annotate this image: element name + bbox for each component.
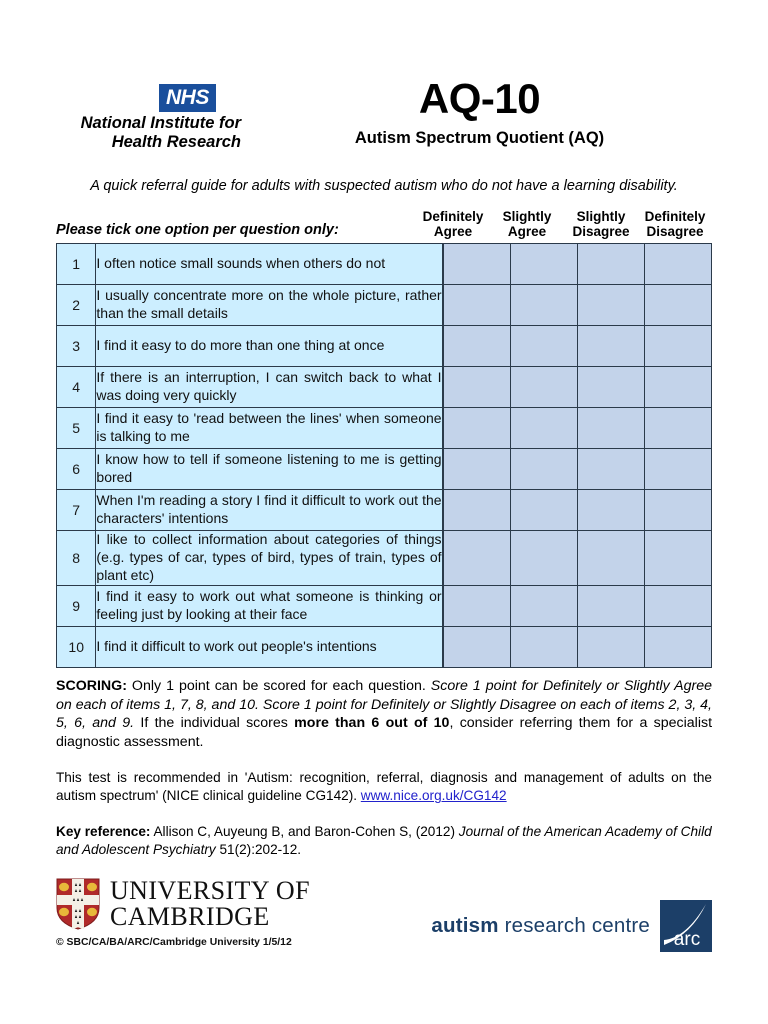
question-number: 1	[57, 244, 96, 285]
answer-cell-definitely-agree[interactable]	[443, 449, 511, 490]
scoring-paragraph	[56, 677, 712, 752]
table-row	[57, 408, 712, 449]
nice-guideline-link[interactable]: www.nice.org.uk/CG142	[360, 788, 507, 804]
answer-cell-definitely-disagree[interactable]	[644, 408, 711, 449]
table-row	[57, 367, 712, 408]
answer-cell-slightly-agree[interactable]	[510, 490, 577, 531]
answer-cell-slightly-disagree[interactable]	[577, 408, 644, 449]
answer-cell-slightly-agree[interactable]	[510, 626, 577, 667]
answer-cell-slightly-disagree[interactable]	[577, 449, 644, 490]
svg-text:arc: arc	[673, 928, 701, 950]
answer-cell-slightly-agree[interactable]	[510, 244, 577, 285]
key-reference-paragraph	[56, 823, 712, 860]
title-block	[241, 75, 712, 147]
column-header-line-1: Definitely	[644, 208, 706, 224]
autism-research-centre-logo	[431, 878, 712, 952]
cambridge-logo	[56, 875, 310, 948]
answer-cell-slightly-agree[interactable]	[510, 449, 577, 490]
table-row	[57, 285, 712, 326]
question-number: 5	[57, 408, 96, 449]
key-reference-label: Key reference:	[56, 823, 151, 839]
column-header-slightly-disagree	[564, 210, 638, 239]
answer-cell-slightly-agree[interactable]	[510, 285, 577, 326]
column-header-line-2: Disagree	[646, 223, 704, 239]
answer-cell-definitely-disagree[interactable]	[644, 244, 711, 285]
tick-instruction: Please tick one option per question only:	[56, 222, 339, 239]
scoring-part-3: , consider referring them for a specialist diagnostic assessment.	[56, 715, 713, 751]
table-row	[57, 626, 712, 667]
column-header-line-1: Slightly	[502, 208, 552, 224]
scoring-label: SCORING:	[56, 677, 127, 694]
answer-cell-definitely-agree[interactable]	[443, 244, 511, 285]
table-column-headers	[56, 210, 712, 243]
column-header-line-1: Slightly	[576, 208, 626, 224]
column-header-definitely-agree	[416, 210, 490, 239]
column-header-line-1: Definitely	[422, 208, 484, 224]
key-reference-authors: Allison C, Auyeung B, and Baron-Cohen S, (2012)	[150, 823, 459, 839]
answer-cell-slightly-agree[interactable]	[510, 585, 577, 626]
answer-cell-slightly-disagree[interactable]	[577, 367, 644, 408]
answer-cell-slightly-disagree[interactable]	[577, 585, 644, 626]
cambridge-wordmark-line-2: CAMBRIDGE	[110, 901, 270, 931]
scoring-part-2: If the individual scores	[134, 715, 295, 732]
nice-guideline-paragraph	[56, 769, 712, 806]
intro-text: A quick referral guide for adults with suspected autism who do not have a learning disability.	[90, 177, 678, 194]
answer-cell-slightly-agree[interactable]	[510, 326, 577, 367]
nihr-logo-line-1: National Institute for	[80, 114, 241, 132]
table-row	[57, 449, 712, 490]
scoring-italic-rules: Score 1 point for Definitely or Slightly Agree on each of items 1, 7, 8, and 10. Score 1 point for Definitely or Slightly Disagree on each of items 2, 3, 4, 5, 6, and 9.	[56, 677, 712, 732]
answer-cell-slightly-disagree[interactable]	[577, 490, 644, 531]
answer-cell-slightly-agree[interactable]	[510, 531, 577, 586]
arc-mark-icon	[660, 900, 712, 952]
aq10-table	[56, 243, 712, 668]
nice-guideline-text: This test is recommended in 'Autism: recognition, referral, diagnosis and management of adults on the autism spectrum' (NICE clinical guideline CG142).	[56, 769, 712, 804]
column-header-definitely-disagree	[638, 210, 712, 239]
nihr-logo-text	[56, 114, 241, 153]
answer-cell-slightly-disagree[interactable]	[577, 285, 644, 326]
answer-cell-definitely-disagree[interactable]	[644, 285, 711, 326]
scoring-part-1: Only 1 point can be scored for each question.	[126, 677, 431, 694]
table-row	[57, 326, 712, 367]
question-text: I often notice small sounds when others do not	[96, 244, 443, 285]
question-text: I find it easy to work out what someone is thinking or feeling just by looking at their face	[96, 585, 443, 626]
answer-cell-definitely-disagree[interactable]	[644, 531, 711, 586]
answer-cell-slightly-disagree[interactable]	[577, 626, 644, 667]
column-header-line-2: Agree	[507, 223, 547, 239]
arc-wordmark-bold: autism	[431, 913, 499, 937]
question-text: I know how to tell if someone listening to me is getting bored	[96, 449, 443, 490]
table-row	[57, 244, 712, 285]
answer-cell-definitely-disagree[interactable]	[644, 626, 711, 667]
cambridge-logo-row	[56, 875, 310, 931]
answer-cell-definitely-agree[interactable]	[443, 626, 511, 667]
page-subtitle: Autism Spectrum Quotient (AQ)	[354, 129, 605, 147]
answer-cell-slightly-disagree[interactable]	[577, 531, 644, 586]
arc-wordmark	[431, 914, 650, 938]
question-text: If there is an interruption, I can switch back to what I was doing very quickly	[96, 367, 443, 408]
answer-cell-definitely-agree[interactable]	[443, 490, 511, 531]
document-header	[0, 0, 768, 153]
question-number: 10	[57, 626, 96, 667]
column-header-line-2: Disagree	[572, 223, 630, 239]
key-reference-journal: Journal of the American Academy of Child and Adolescent Psychiatry	[56, 823, 712, 858]
answer-cell-definitely-agree[interactable]	[443, 367, 511, 408]
question-text: I like to collect information about categories of things (e.g. types of car, types of bird, types of train, types of plant etc)	[96, 531, 443, 586]
column-header-slightly-agree	[490, 210, 564, 239]
answer-cell-definitely-agree[interactable]	[443, 285, 511, 326]
document-footer	[56, 875, 712, 952]
answer-cell-definitely-agree[interactable]	[443, 585, 511, 626]
table-row	[57, 585, 712, 626]
question-number: 2	[57, 285, 96, 326]
answer-cell-definitely-agree[interactable]	[443, 531, 511, 586]
answer-cell-slightly-agree[interactable]	[510, 408, 577, 449]
answer-cell-definitely-disagree[interactable]	[644, 449, 711, 490]
nihr-logo-line-2: Health Research	[111, 133, 241, 152]
cambridge-wordmark-line-1: UNIVERSITY OF	[110, 875, 310, 905]
question-number: 3	[57, 326, 96, 367]
answer-cell-definitely-disagree[interactable]	[644, 585, 711, 626]
nhs-logo: NHS	[159, 84, 216, 112]
key-reference-pages: 51(2):202-12.	[215, 842, 302, 858]
answer-cell-definitely-agree[interactable]	[443, 408, 511, 449]
question-number: 8	[57, 531, 96, 586]
question-text: When I'm reading a story I find it difficult to work out the characters' intentions	[96, 490, 443, 531]
answer-cell-definitely-disagree[interactable]	[644, 326, 711, 367]
cambridge-crest-icon	[56, 878, 100, 930]
nihr-logo	[56, 78, 241, 153]
answer-cell-definitely-agree[interactable]	[443, 326, 511, 367]
answer-cell-slightly-agree[interactable]	[510, 367, 577, 408]
question-number: 6	[57, 449, 96, 490]
question-text: I find it easy to 'read between the lines' when someone is talking to me	[96, 408, 443, 449]
question-text: I find it difficult to work out people's intentions	[96, 626, 443, 667]
question-text: I usually concentrate more on the whole picture, rather than the small details	[96, 285, 443, 326]
answer-cell-slightly-disagree[interactable]	[577, 326, 644, 367]
table-row	[57, 490, 712, 531]
column-header-line-2: Agree	[433, 223, 473, 239]
question-text: I find it easy to do more than one thing at once	[96, 326, 443, 367]
table-row	[57, 531, 712, 586]
cambridge-wordmark	[110, 875, 310, 931]
question-number: 4	[57, 367, 96, 408]
scoring-threshold: more than 6 out of 10	[294, 715, 450, 732]
question-number: 9	[57, 585, 96, 626]
aq10-table-body	[57, 244, 712, 668]
answer-cell-definitely-disagree[interactable]	[644, 490, 711, 531]
answer-cell-definitely-disagree[interactable]	[644, 367, 711, 408]
arc-wordmark-rest: research centre	[498, 913, 650, 937]
answer-cell-slightly-disagree[interactable]	[577, 244, 644, 285]
question-number: 7	[57, 490, 96, 531]
questionnaire-section	[56, 210, 712, 668]
copyright-text: © SBC/CA/BA/ARC/Cambridge University 1/5/12	[56, 936, 292, 948]
page-title: AQ-10	[418, 75, 541, 122]
